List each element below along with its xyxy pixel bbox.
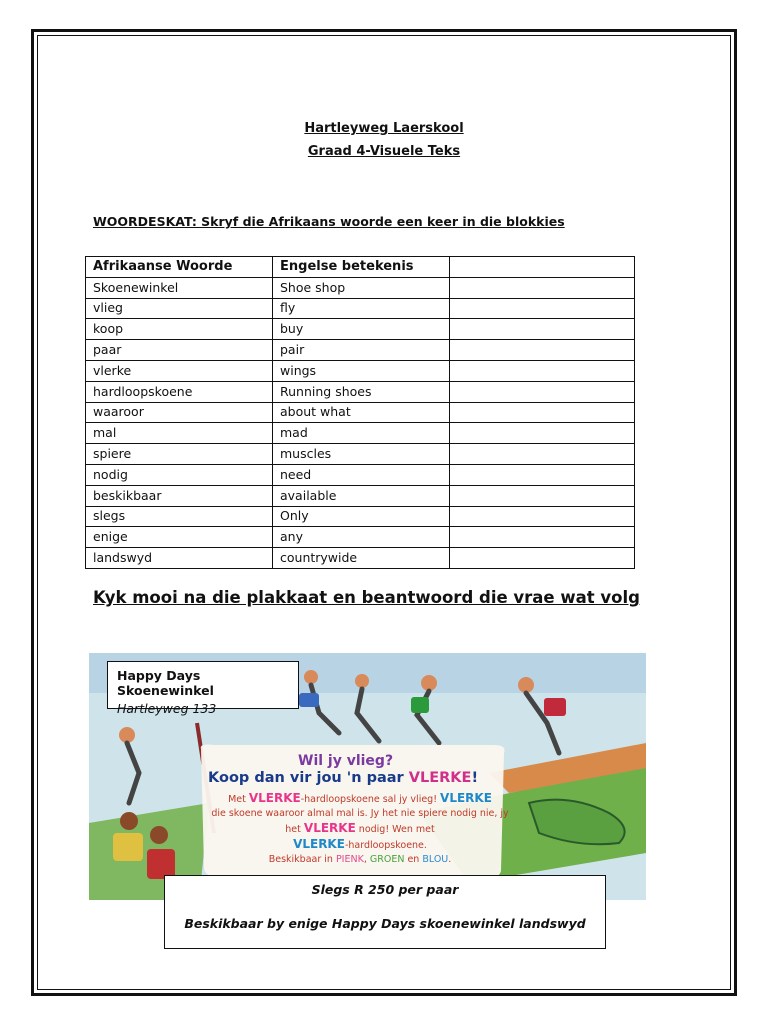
cell-blank	[450, 506, 635, 527]
poster-headline: Wil jy vlieg?	[298, 753, 394, 769]
table-row	[86, 381, 635, 402]
cell-afrikaans: koop	[86, 319, 273, 340]
cell-english: need	[273, 464, 450, 485]
price-info-box	[164, 875, 606, 949]
cell-english: countrywide	[273, 548, 450, 569]
cell-english: pair	[273, 340, 450, 361]
cell-english: any	[273, 527, 450, 548]
availability-text: Beskikbaar by enige Happy Days skoenewinkel landswyd	[184, 916, 586, 931]
cell-english: available	[273, 485, 450, 506]
table-row	[86, 340, 635, 361]
cell-english: buy	[273, 319, 450, 340]
table-row	[86, 527, 635, 548]
vocab-instruction: WOORDESKAT: Skryf die Afrikaans woorde een keer in die blokkies	[93, 214, 565, 229]
cell-blank	[450, 548, 635, 569]
cell-blank	[450, 298, 635, 319]
vocab-table	[85, 256, 635, 569]
cell-afrikaans: vlerke	[86, 360, 273, 381]
cell-afrikaans: hardloopskoene	[86, 381, 273, 402]
cell-afrikaans: enige	[86, 527, 273, 548]
shop-address: Hartleyweg 133	[117, 701, 217, 716]
poster-subheadline: Koop dan vir jou 'n paar VLERKE!	[208, 770, 479, 786]
cell-blank	[450, 485, 635, 506]
vocab-header-row	[86, 257, 635, 278]
cell-blank	[450, 527, 635, 548]
cell-english: Only	[273, 506, 450, 527]
cell-blank	[450, 423, 635, 444]
column-header-afrikaans: Afrikaanse Woorde	[86, 257, 273, 278]
price-text: Slegs R 250 per paar	[311, 882, 459, 897]
cell-afrikaans: beskikbaar	[86, 485, 273, 506]
cell-blank	[450, 360, 635, 381]
cell-english: muscles	[273, 444, 450, 465]
column-header-english: Engelse betekenis	[273, 257, 450, 278]
worksheet-subtitle: Graad 4-Visuele Teks	[307, 144, 461, 159]
cell-afrikaans: nodig	[86, 464, 273, 485]
table-row	[86, 464, 635, 485]
table-row	[86, 548, 635, 569]
cell-english: Running shoes	[273, 381, 450, 402]
table-row	[86, 444, 635, 465]
table-row	[86, 423, 635, 444]
cell-blank	[450, 402, 635, 423]
table-row	[86, 319, 635, 340]
cell-english: about what	[273, 402, 450, 423]
cell-english: Shoe shop	[273, 277, 450, 298]
poster-instruction-heading: Kyk mooi na die plakkaat en beantwoord die vrae wat volg	[93, 588, 640, 607]
poster-body-text: Met VLERKE-hardloopskoene sal jy vlieg! VLERKE die skoene waaroor almal mal is. Jy het nie spiere nodig nie, jy het VLERKE nodig! Wen met VLERKE-hardloopskoene. Beskikbaar in PIENK, GROEN en BLOU.	[211, 791, 509, 865]
cell-blank	[450, 464, 635, 485]
table-row	[86, 298, 635, 319]
cell-afrikaans: mal	[86, 423, 273, 444]
cell-english: mad	[273, 423, 450, 444]
shop-info-box	[107, 661, 299, 716]
cell-afrikaans: landswyd	[86, 548, 273, 569]
cell-afrikaans: spiere	[86, 444, 273, 465]
cell-blank	[450, 444, 635, 465]
cell-blank	[450, 381, 635, 402]
cell-blank	[450, 319, 635, 340]
cell-afrikaans: slegs	[86, 506, 273, 527]
table-row	[86, 485, 635, 506]
cell-blank	[450, 340, 635, 361]
table-row	[86, 402, 635, 423]
cell-afrikaans: vlieg	[86, 298, 273, 319]
cell-afrikaans: waaroor	[86, 402, 273, 423]
column-header-blank	[450, 257, 635, 278]
cell-english: wings	[273, 360, 450, 381]
cell-afrikaans: Skoenewinkel	[86, 277, 273, 298]
table-row	[86, 506, 635, 527]
cell-afrikaans: paar	[86, 340, 273, 361]
cell-english: fly	[273, 298, 450, 319]
table-row	[86, 277, 635, 298]
school-title: Hartleyweg Laerskool	[304, 121, 464, 136]
shop-name: Happy Days Skoenewinkel	[117, 668, 214, 698]
cell-blank	[450, 277, 635, 298]
table-row	[86, 360, 635, 381]
